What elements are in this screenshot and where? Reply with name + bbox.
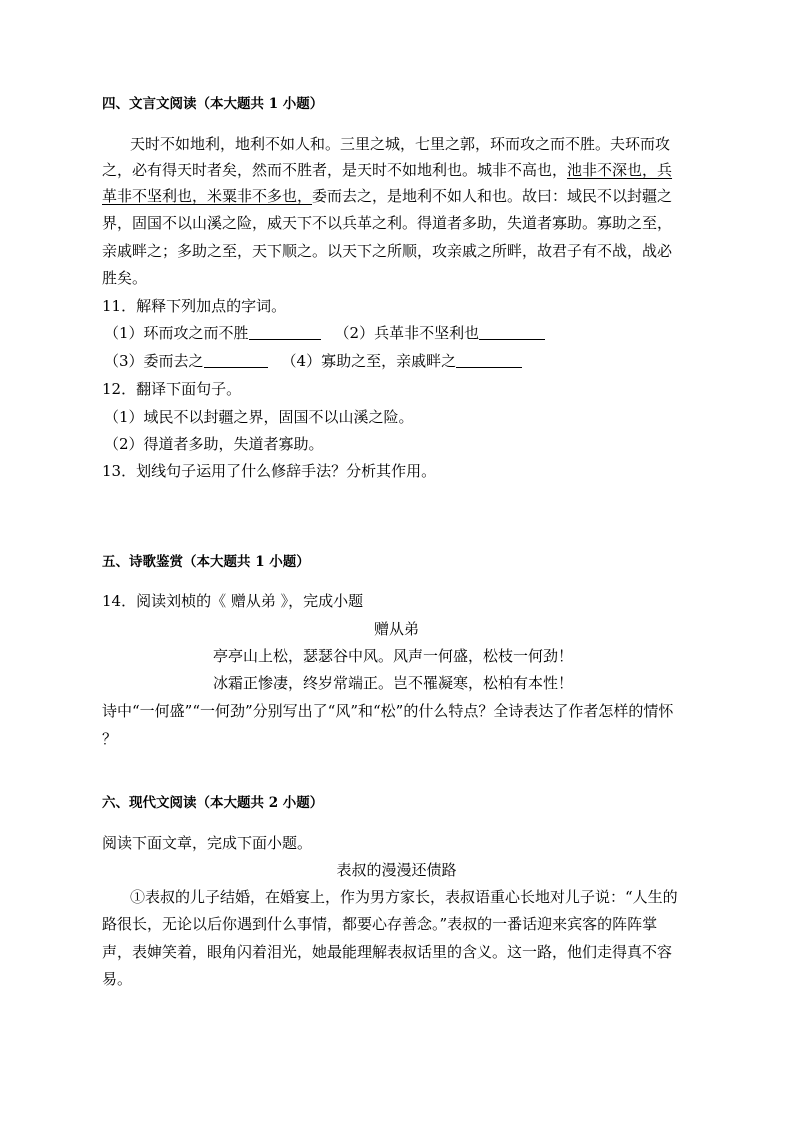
section-heading: 四、文言文阅读（本大题共 1 小题） [102,96,324,112]
passage-line: 天时不如地利，地利不如人和。三里之城，七里之郭，环而攻之而不胜。夫环而攻 [130,135,671,153]
poem-question: 诗中“一何盛”“一何劲”分别写出了“风”和“松”的什么特点？全诗表达了作者怎样的情怀 [102,702,674,720]
passage-line [102,187,672,205]
passage-line: 胜矣。 [102,269,148,287]
question-item: （1）环而攻之而不胜 [104,324,249,342]
reading-intro: 阅读下面文章，完成下面小题。 [102,834,313,852]
question-12-item: （2）得道者多助，失道者寡助。 [104,435,324,453]
passage-text: 委而去之，是地利不如人和也。故曰：域民不以封疆之 [312,187,673,205]
passage-line: 界，固国不以山溪之险，威天下不以兵革之利。得道者多助，失道者寡助。寡助之至， [102,214,673,232]
question-13: 13．划线句子运用了什么修辞手法？分析其作用。 [102,462,437,480]
answer-blank[interactable] [479,325,545,340]
poem-line: 冰霜正惨凄，终岁常端正。岂不罹凝寒，松柏有本性！ [213,674,574,692]
passage-line [102,161,672,179]
passage-line: 亲戚畔之；多助之至，天下顺之。以天下之所顺，攻亲戚之所畔，故君子有不战，战必 [102,242,673,260]
underlined-sentence: 池非不深也，兵 [567,161,673,179]
question-item: （4）寡助之至，亲戚畔之 [281,352,457,370]
article-line: ①表叔的儿子结婚，在婚宴上，作为男方家长，表叔语重心长地对儿子说：“人生的 [130,888,678,906]
question-14: 14．阅读刘桢的《 赠从弟 》，完成小题 [102,592,364,610]
answer-blank[interactable] [456,353,522,368]
question-11-items-row2 [104,352,522,370]
question-item: （3）委而去之 [104,352,204,370]
section-heading: 六、现代文阅读（本大题共 2 小题） [102,795,324,811]
answer-blank[interactable] [249,325,321,340]
poem-line: 亭亭山上松，瑟瑟谷中风。风声一何盛，松枝一何劲！ [213,647,574,665]
article-title: 表叔的漫漫还债路 [336,861,457,879]
question-12-item: （1）域民不以封疆之界，固国不以山溪之险。 [104,408,414,426]
article-line: 易。 [102,970,133,988]
answer-blank[interactable] [204,353,268,368]
article-line: 路很长，无论以后你遇到什么事情，都要心存善念。”表叔的一番话迎来宾客的阵阵掌 [102,915,658,933]
poem-title: 赠从弟 [373,620,419,638]
question-item: （2）兵革非不坚利也 [334,324,480,342]
passage-text: 之，必有得天时者矣，然而不胜者，是天时不如地利也。城非不高也， [102,161,568,179]
question-11-items-row1 [104,324,545,342]
article-line: 声，表婶笑着，眼角闪着泪光，她最能理解表叔话里的含义。这一路，他们走得真不容 [102,943,673,961]
section-heading: 五、诗歌鉴赏（本大题共 1 小题） [102,554,310,570]
question-11: 11．解释下列加点的字词。 [102,297,287,315]
poem-question: ？ [102,730,118,748]
question-12: 12．翻译下面句子。 [102,380,242,398]
underlined-sentence: 革非不坚利也，米粟非不多也， [102,187,313,205]
